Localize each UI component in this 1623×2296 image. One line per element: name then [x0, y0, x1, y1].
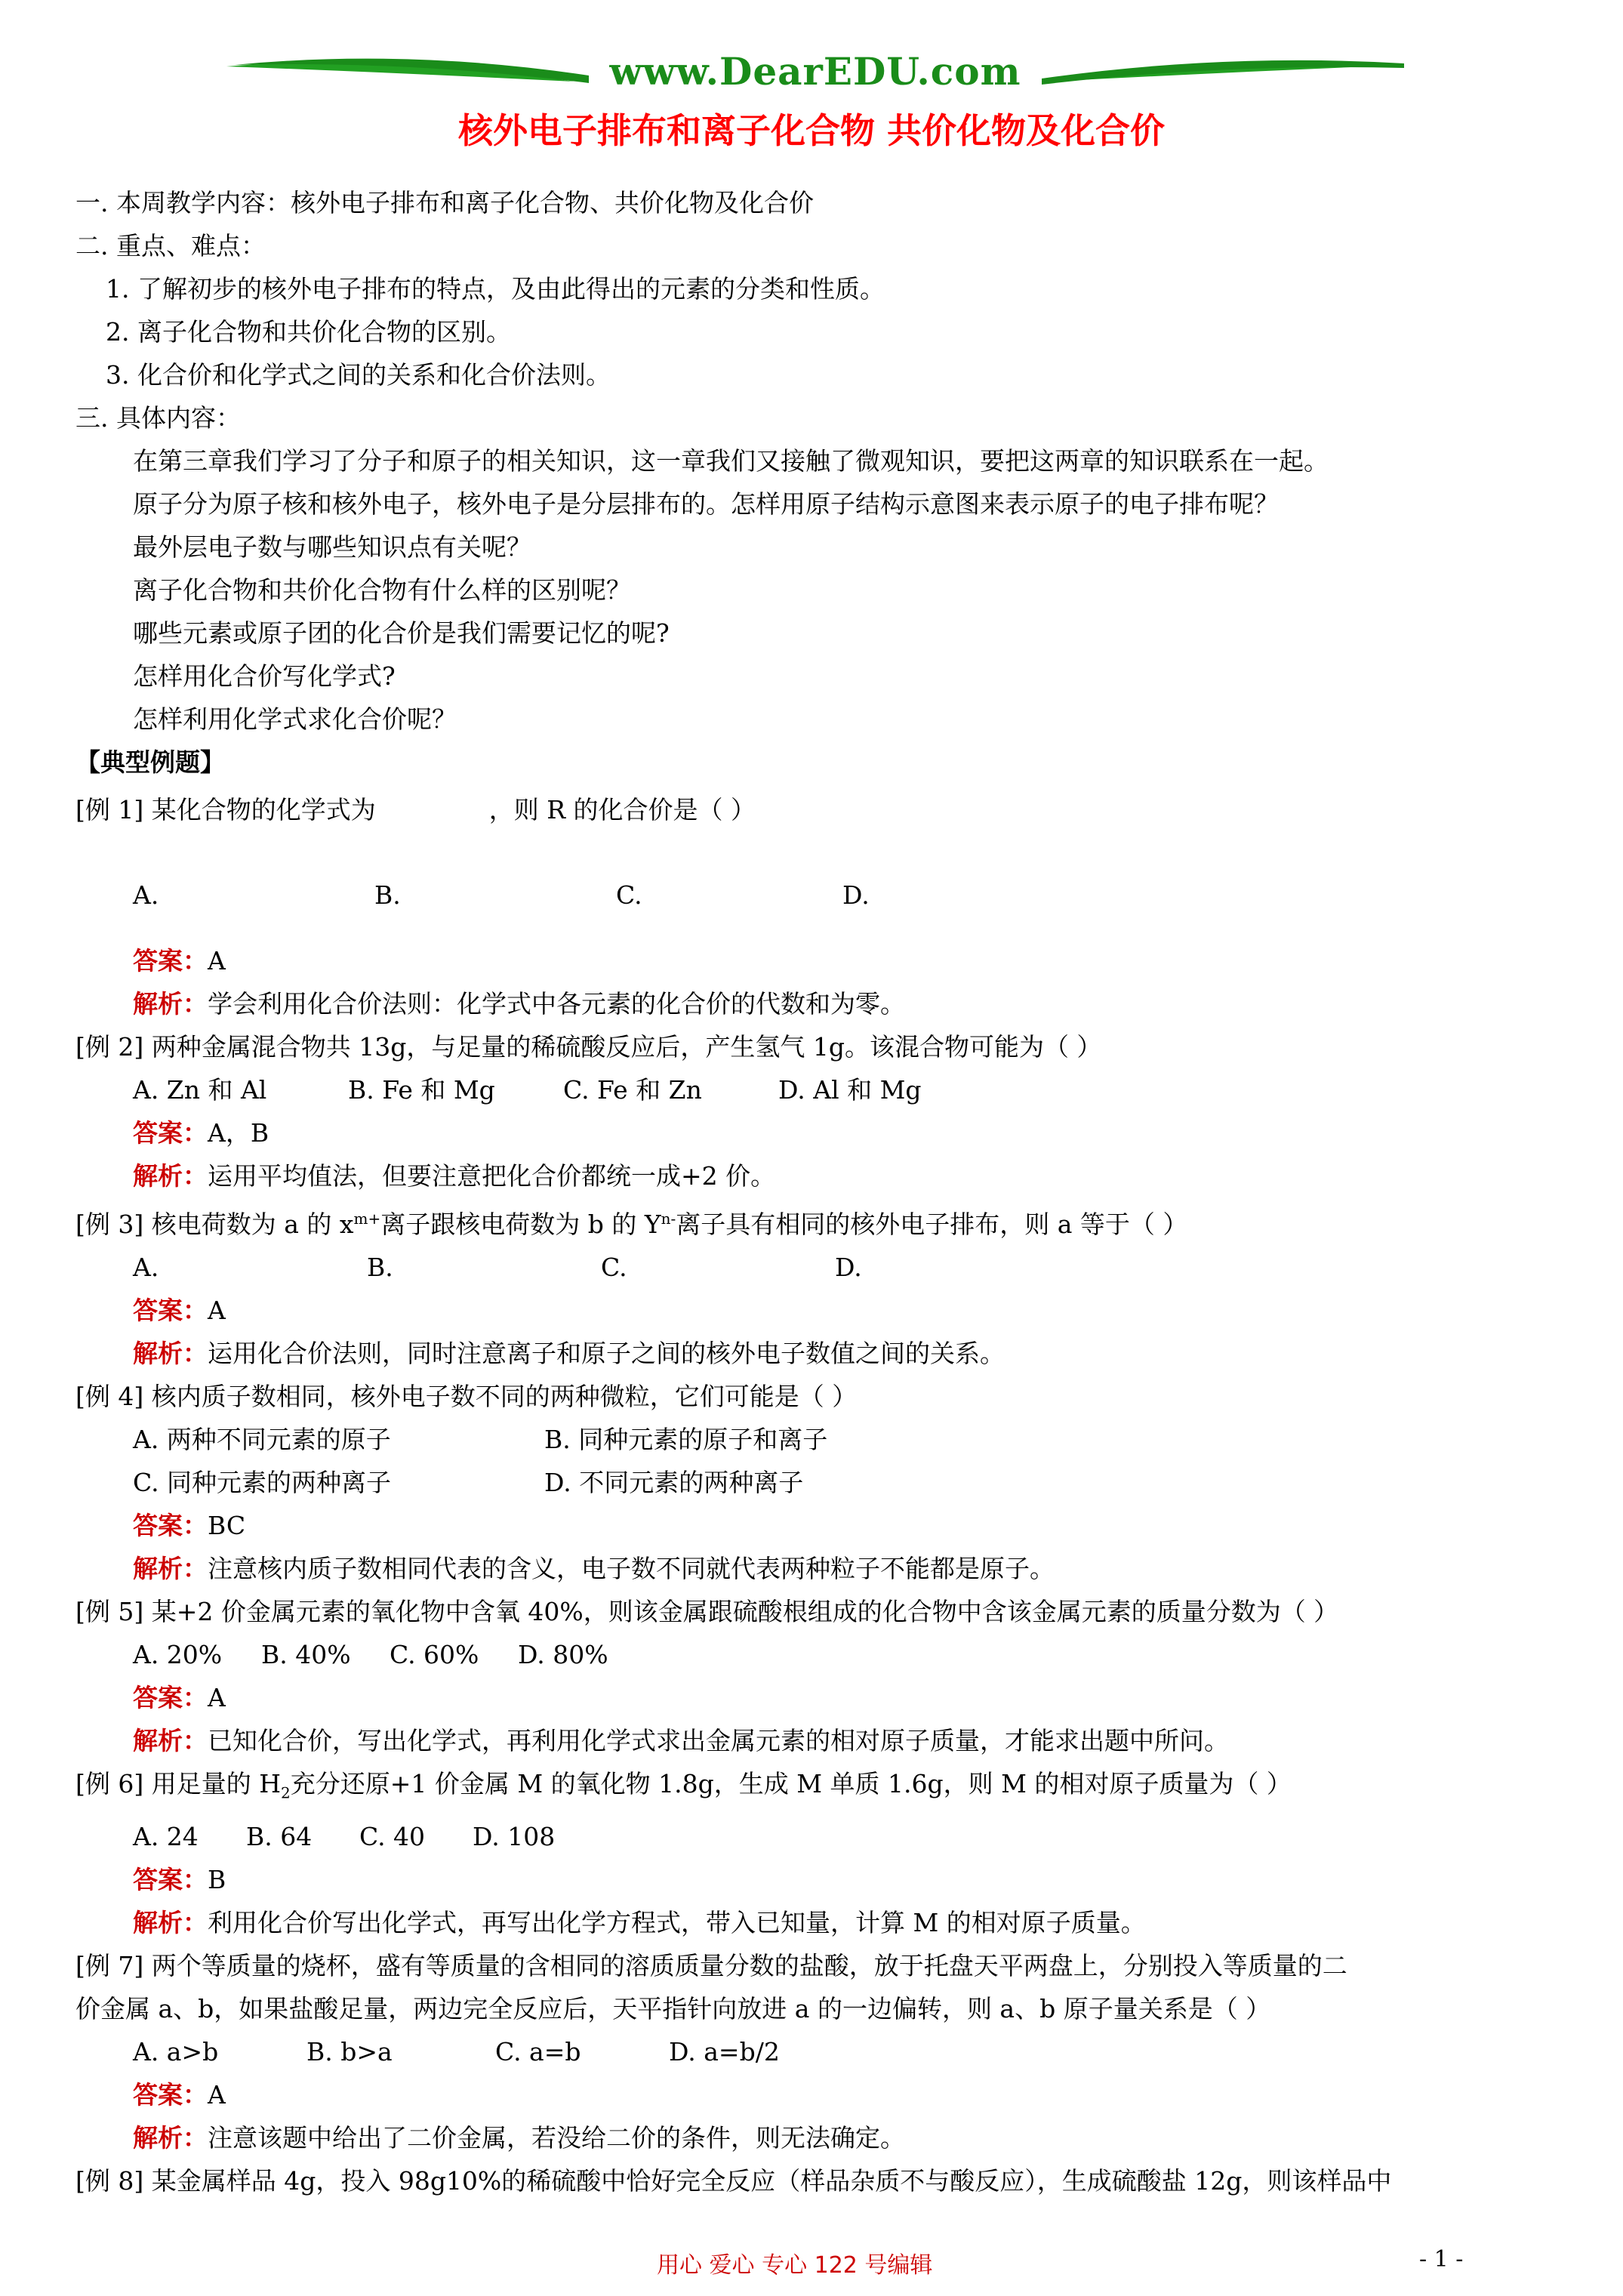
example-4-options-row-1	[75, 1418, 1570, 1461]
page-title: 核外电子排布和离子化合物 共价化物及化合价	[457, 110, 1165, 151]
section-teaching-content: 一. 本周教学内容：核外电子排布和离子化合物、共价化物及化合价	[75, 188, 814, 217]
example-2-option-b: B. Fe 和 Mg	[348, 1075, 495, 1105]
example-4-answer	[75, 1504, 1570, 1547]
answer-label: 答案：	[133, 1864, 208, 1894]
example-5-answer-value: A	[208, 1683, 226, 1712]
detail-line-3: 最外层电子数与哪些知识点有关呢？	[133, 532, 531, 562]
example-1-analysis	[75, 982, 1570, 1025]
example-3-charge-n: n-	[661, 1210, 676, 1228]
detail-line-7: 怎样利用化学式求化合价呢？	[133, 704, 457, 734]
example-3-option-d: D.	[835, 1253, 862, 1282]
example-2-options	[75, 1068, 1570, 1111]
example-4-options-row-2	[75, 1461, 1570, 1504]
example-6-question-part-1: [例 6] 用足量的 H	[75, 1769, 281, 1798]
example-3-question	[75, 1197, 1570, 1246]
document-body	[75, 181, 1570, 2202]
detail-line-4: 离子化合物和共价化合物有什么样的区别呢？	[133, 575, 631, 605]
analysis-label: 解析：	[133, 1726, 208, 1755]
example-7-option-a: A. a>b	[133, 2036, 219, 2066]
example-6-subscript: 2	[281, 1783, 291, 1802]
section-details: 三. 具体内容：	[75, 403, 241, 433]
example-2-analysis	[75, 1154, 1570, 1197]
analysis-label: 解析：	[133, 1554, 208, 1583]
example-5-answer	[75, 1676, 1570, 1719]
example-1-answer-value: A	[208, 946, 226, 975]
example-3-charge-m: m+	[353, 1210, 381, 1228]
example-3-option-a: A.	[133, 1253, 159, 1282]
answer-label: 答案：	[133, 946, 208, 975]
example-5-option-b: B. 40%	[261, 1640, 351, 1669]
example-3-analysis-text: 运用化合价法则，同时注意离子和原子之间的核外电子数值之间的关系。	[208, 1339, 1005, 1368]
answer-label: 答案：	[133, 1683, 208, 1712]
example-3-option-c: C.	[601, 1253, 627, 1282]
site-logo: www.DearEDU.com	[609, 49, 1021, 94]
example-3-question-part-2: 离子跟核电荷数为 b 的 Y	[380, 1210, 661, 1239]
example-6-question	[75, 1762, 1570, 1815]
key-point-2: 2. 离子化合物和共价化合物的区别。	[106, 317, 511, 347]
example-3-answer-value: A	[208, 1296, 226, 1325]
example-5-option-a: A. 20%	[133, 1640, 223, 1669]
example-6-answer-value: B	[208, 1864, 226, 1894]
example-7-answer-value: A	[208, 2079, 226, 2110]
analysis-label: 解析：	[133, 1907, 208, 1937]
example-4-option-a: A. 两种不同元素的原子	[133, 1425, 391, 1454]
example-7-option-b: B. b>a	[306, 2036, 393, 2066]
detail-line-1: 在第三章我们学习了分子和原子的相关知识，这一章我们又接触了微观知识，要把这两章的知识联系在一起。	[133, 446, 1329, 476]
example-2-answer	[75, 1111, 1570, 1154]
answer-label: 答案：	[133, 1511, 208, 1540]
analysis-label: 解析：	[133, 989, 208, 1019]
example-7-option-c: C. a=b	[495, 2036, 581, 2066]
example-1-question-end: ，则 R 的化合价是（ ）	[488, 795, 756, 824]
example-1-question	[75, 788, 1570, 831]
example-4-analysis	[75, 1547, 1570, 1590]
example-8-question: [例 8] 某金属样品 4g，投入 98g10%的稀硫酸中恰好完全反应（样品杂质不与酸反应），生成硫酸盐 12g，则该样品中	[75, 2165, 1392, 2196]
example-5-option-c: C. 60%	[390, 1640, 479, 1669]
example-6-question-part-2: 充分还原+1 价金属 M 的氧化物 1.8g，生成 M 单质 1.6g，则 M 的相对原子质量为（ ）	[290, 1769, 1292, 1798]
example-7-question-line-1: [例 7] 两个等质量的烧杯，盛有等质量的含相同的溶质质量分数的盐酸，放于托盘天平两盘上，分别投入等质量的二	[75, 1950, 1347, 1980]
example-5-question: [例 5] 某+2 价金属元素的氧化物中含氧 40%，则该金属跟硫酸根组成的化合物中含该金属元素的质量分数为（ ）	[75, 1597, 1339, 1626]
example-1-options	[75, 874, 1570, 917]
detail-line-2: 原子分为原子核和核外电子，核外电子是分层排布的。怎样用原子结构示意图来表示原子的电子排布呢？	[133, 489, 1279, 519]
example-6-option-c: C. 40	[359, 1821, 426, 1851]
example-5-option-d: D. 80%	[518, 1640, 608, 1669]
example-5-analysis	[75, 1719, 1570, 1762]
typical-examples-heading: 【典型例题】	[75, 747, 225, 777]
analysis-label: 解析：	[133, 2122, 208, 2153]
analysis-label: 解析：	[133, 1339, 208, 1368]
answer-label: 答案：	[133, 1296, 208, 1325]
example-7-option-d: D. a=b/2	[669, 2036, 780, 2066]
example-4-option-c: C. 同种元素的两种离子	[133, 1468, 392, 1497]
example-2-question: [例 2] 两种金属混合物共 13g，与足量的稀硫酸反应后，产生氢气 1g。该混合物可能为（ ）	[75, 1032, 1102, 1062]
example-6-options	[75, 1815, 1570, 1858]
example-7-analysis	[75, 2116, 1570, 2159]
example-6-answer	[75, 1858, 1570, 1901]
page-number: - 1 -	[1419, 2246, 1464, 2273]
example-4-answer-value: BC	[208, 1511, 246, 1540]
example-1-question-start: [例 1] 某化合物的化学式为	[75, 795, 376, 824]
example-3-option-b: B.	[367, 1253, 393, 1282]
example-3-analysis	[75, 1332, 1570, 1375]
example-3-answer	[75, 1289, 1570, 1332]
example-2-answer-value: A，B	[208, 1118, 269, 1148]
section-key-points: 二. 重点、难点：	[75, 231, 266, 260]
example-3-question-part-3: 离子具有相同的核外电子排布，则 a 等于（ ）	[676, 1210, 1188, 1239]
example-1-option-a: A.	[133, 880, 159, 910]
example-7-question-line-2: 价金属 a、b，如果盐酸足量，两边完全反应后，天平指针向放进 a 的一边偏转，则 a、b 原子量关系是（ ）	[75, 1993, 1271, 2023]
example-3-question-part-1: [例 3] 核电荷数为 a 的 x	[75, 1210, 354, 1239]
example-4-option-d: D. 不同元素的两种离子	[544, 1468, 804, 1497]
example-2-option-c: C. Fe 和 Zn	[563, 1075, 702, 1105]
example-5-options	[75, 1633, 1570, 1676]
example-2-option-a: A. Zn 和 Al	[133, 1075, 267, 1105]
example-6-analysis-text: 利用化合价写出化学式，再写出化学方程式，带入已知量，计算 M 的相对原子质量。	[208, 1907, 1146, 1937]
example-1-answer	[75, 939, 1570, 982]
answer-label: 答案：	[133, 1118, 208, 1148]
example-4-question: [例 4] 核内质子数相同，核外电子数不同的两种微粒，它们可能是（ ）	[75, 1382, 858, 1411]
analysis-label: 解析：	[133, 1161, 208, 1191]
example-1-analysis-text: 学会利用化合价法则：化学式中各元素的化合价的代数和为零。	[208, 989, 905, 1019]
example-2-analysis-text: 运用平均值法，但要注意把化合价都统一成+2 价。	[208, 1161, 776, 1191]
example-1-option-d: D.	[842, 880, 870, 910]
example-6-option-a: A. 24	[133, 1821, 199, 1851]
example-6-analysis	[75, 1901, 1570, 1944]
example-5-analysis-text: 已知化合价，写出化学式，再利用化学式求出金属元素的相对原子质量，才能求出题中所问。	[208, 1726, 1229, 1755]
example-1-option-b: B.	[374, 880, 401, 910]
footer-editor-note: 用心 爱心 专心 122 号编辑	[657, 2252, 933, 2279]
answer-label: 答案：	[133, 2079, 208, 2110]
example-4-analysis-text: 注意核内质子数相同代表的含义，电子数不同就代表两种粒子不能都是原子。	[208, 1554, 1055, 1583]
example-6-option-b: B. 64	[246, 1821, 313, 1851]
key-point-1: 1. 了解初步的核外电子排布的特点，及由此得出的元素的分类和性质。	[106, 274, 885, 304]
detail-line-6: 怎样用化合价写化学式?	[133, 661, 396, 691]
example-4-option-b: B. 同种元素的原子和离子	[544, 1425, 828, 1454]
example-7-analysis-text: 注意该题中给出了二价金属，若没给二价的条件，则无法确定。	[208, 2122, 905, 2153]
example-2-option-d: D. Al 和 Mg	[778, 1075, 922, 1105]
detail-line-5: 哪些元素或原子团的化合价是我们需要记忆的呢?	[133, 618, 670, 648]
example-7-options	[75, 2030, 1570, 2073]
example-1-option-c: C.	[616, 880, 642, 910]
example-7-answer	[75, 2073, 1570, 2116]
key-point-3: 3. 化合价和化学式之间的关系和化合价法则。	[106, 360, 611, 390]
page-header	[0, 0, 1623, 113]
example-6-option-d: D. 108	[473, 1821, 556, 1851]
example-3-options	[75, 1246, 1570, 1289]
